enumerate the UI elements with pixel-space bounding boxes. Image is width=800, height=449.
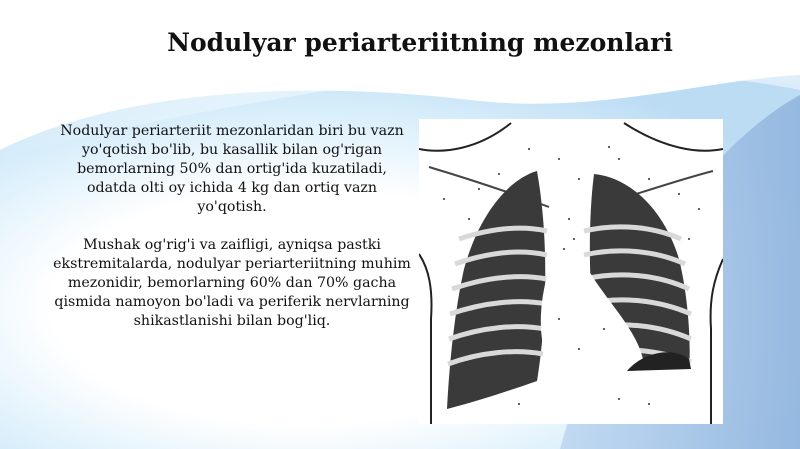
paragraph-weight-loss: Nodulyar periarteriit mezonlaridan biri bu vazn yo'qotish bo'lib, bu kasallik bilan og'rigan bemorlarning 50% dan ortig'ida kuzatiladi, odatda olti oy ichida 4 kg dan ortiq vazn yo'qotish. (60, 123, 404, 215)
chest-xray-image (419, 119, 723, 424)
body-text (52, 122, 412, 350)
paragraph-muscle-pain: Mushak og'rig'i va zaifligi, ayniqsa pastki ekstremitalarda, nodulyar periarteriitning muhim mezonidir, bemorlarning 60% dan 70% gacha qismida namoyon bo'ladi va periferik nervlarning shikastlanishi bilan bog'liq. (53, 237, 411, 329)
slide-title: Nodulyar periarteriitning mezonlari (167, 28, 673, 57)
